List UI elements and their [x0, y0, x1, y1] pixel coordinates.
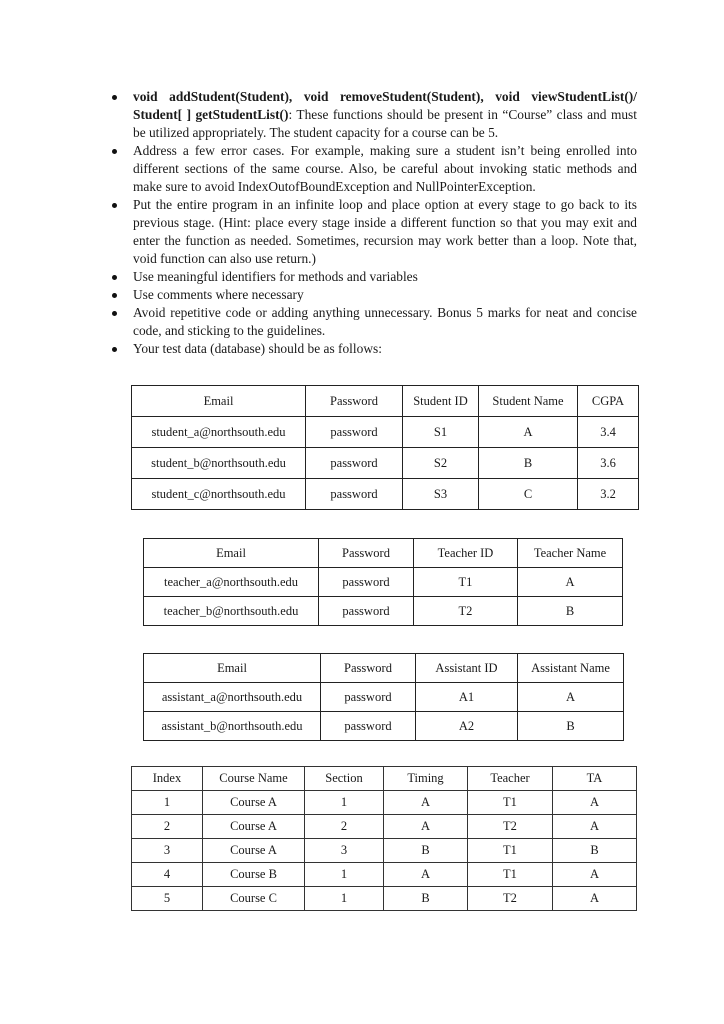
table-cell: assistant_a@northsouth.edu — [144, 683, 321, 712]
table-cell: 2 — [305, 815, 384, 839]
list-item — [106, 340, 637, 358]
table-row — [132, 887, 637, 911]
table-cell: 3 — [305, 839, 384, 863]
table-cell: Course A — [203, 791, 305, 815]
teachers-table — [143, 538, 623, 626]
table-cell: A — [479, 417, 578, 448]
table-cell: B — [384, 839, 468, 863]
table-cell: B — [553, 839, 637, 863]
list-item-text: Your test data (database) should be as follows: — [133, 341, 382, 356]
column-header: Password — [319, 539, 414, 568]
table-cell: Course A — [203, 815, 305, 839]
table-cell: T2 — [414, 597, 518, 626]
table-cell: T1 — [414, 568, 518, 597]
list-item-text: Avoid repetitive code or adding anything unnecessary. Bonus 5 marks for neat and concise code, and sticking to the guidelines. — [133, 305, 637, 338]
courses-table — [131, 766, 637, 911]
table-cell: A — [553, 815, 637, 839]
table-cell: Course B — [203, 863, 305, 887]
table-row — [132, 815, 637, 839]
table-row — [132, 479, 639, 510]
table-cell: A — [518, 568, 623, 597]
table-row — [132, 417, 639, 448]
table-cell: 4 — [132, 863, 203, 887]
table-cell: 3.2 — [578, 479, 639, 510]
table-cell: 3.6 — [578, 448, 639, 479]
column-header: Password — [306, 386, 403, 417]
table-cell: student_c@northsouth.edu — [132, 479, 306, 510]
list-item — [106, 268, 637, 286]
table-cell: T2 — [468, 815, 553, 839]
column-header: CGPA — [578, 386, 639, 417]
list-item-text: Use meaningful identifiers for methods and variables — [133, 269, 418, 284]
table-row — [132, 791, 637, 815]
table-cell: password — [306, 448, 403, 479]
assistants-table — [143, 653, 624, 741]
list-item — [106, 304, 637, 340]
table-cell: password — [321, 683, 416, 712]
column-header: Teacher ID — [414, 539, 518, 568]
table-cell: B — [518, 712, 624, 741]
table-cell: password — [306, 479, 403, 510]
table-cell: A1 — [416, 683, 518, 712]
table-row — [132, 863, 637, 887]
column-header: Teacher — [468, 767, 553, 791]
table-cell: teacher_a@northsouth.edu — [144, 568, 319, 597]
column-header: Student Name — [479, 386, 578, 417]
table-cell: 1 — [305, 863, 384, 887]
column-header: Timing — [384, 767, 468, 791]
table-row — [144, 597, 623, 626]
table-cell: assistant_b@northsouth.edu — [144, 712, 321, 741]
table-cell: S3 — [403, 479, 479, 510]
table-header-row — [144, 654, 624, 683]
table-row — [132, 448, 639, 479]
table-cell: A — [518, 683, 624, 712]
table-cell: 3.4 — [578, 417, 639, 448]
column-header: Index — [132, 767, 203, 791]
table-cell: student_a@northsouth.edu — [132, 417, 306, 448]
table-cell: A — [553, 887, 637, 911]
table-cell: A — [384, 791, 468, 815]
table-row — [132, 839, 637, 863]
table-header-row — [132, 767, 637, 791]
table-cell: B — [479, 448, 578, 479]
column-header: Password — [321, 654, 416, 683]
table-row — [144, 568, 623, 597]
table-cell: Course A — [203, 839, 305, 863]
list-item-text: Put the entire program in an infinite loop and place option at every stage to go back to its previous stage. (Hint: place every stage inside a different function so that you may exit and enter the function as needed. Sometimes, recursion may work better than a loop. Note that, void function can also use return.) — [133, 197, 637, 266]
method-signatures: void addStudent(Student), void removeStudent(Student), void viewStudentList()/ Student[ ] getStudentList() — [133, 89, 637, 122]
column-header: Teacher Name — [518, 539, 623, 568]
table-cell: teacher_b@northsouth.edu — [144, 597, 319, 626]
table-cell: C — [479, 479, 578, 510]
list-item — [106, 286, 637, 304]
table-cell: B — [518, 597, 623, 626]
table-header-row — [144, 539, 623, 568]
table-cell: student_b@northsouth.edu — [132, 448, 306, 479]
table-cell: 2 — [132, 815, 203, 839]
list-item-text: Address a few error cases. For example, making sure a student isn’t being enrolled into different sections of the same course. Also, be careful about invoking static methods and make sure to avoid IndexOutofBoundException and NullPointerException. — [133, 143, 637, 194]
table-cell: T1 — [468, 863, 553, 887]
column-header: TA — [553, 767, 637, 791]
table-cell: password — [319, 597, 414, 626]
column-header: Assistant ID — [416, 654, 518, 683]
table-cell: A2 — [416, 712, 518, 741]
table-cell: A — [553, 791, 637, 815]
table-cell: T1 — [468, 791, 553, 815]
table-cell: T2 — [468, 887, 553, 911]
requirements-list — [106, 88, 637, 358]
list-item — [106, 88, 637, 142]
column-header: Course Name — [203, 767, 305, 791]
students-table — [131, 385, 639, 510]
table-cell: A — [553, 863, 637, 887]
table-cell: A — [384, 863, 468, 887]
column-header: Section — [305, 767, 384, 791]
list-item-text: : These functions should be present in “Course” class and must be utilized appropriately. The student capacity for a course can be 5. — [133, 107, 637, 140]
table-cell: 5 — [132, 887, 203, 911]
table-cell: password — [319, 568, 414, 597]
table-cell: A — [384, 815, 468, 839]
table-cell: B — [384, 887, 468, 911]
table-cell: 1 — [132, 791, 203, 815]
table-cell: 1 — [305, 791, 384, 815]
column-header: Email — [144, 654, 321, 683]
column-header: Email — [132, 386, 306, 417]
table-cell: S1 — [403, 417, 479, 448]
table-cell: password — [321, 712, 416, 741]
table-row — [144, 683, 624, 712]
list-item-text: Use comments where necessary — [133, 287, 304, 302]
list-item — [106, 142, 637, 196]
table-cell: T1 — [468, 839, 553, 863]
column-header: Student ID — [403, 386, 479, 417]
table-cell: Course C — [203, 887, 305, 911]
table-cell: password — [306, 417, 403, 448]
table-cell: 3 — [132, 839, 203, 863]
column-header: Email — [144, 539, 319, 568]
table-cell: S2 — [403, 448, 479, 479]
table-cell: 1 — [305, 887, 384, 911]
column-header: Assistant Name — [518, 654, 624, 683]
list-item — [106, 196, 637, 268]
table-header-row — [132, 386, 639, 417]
table-row — [144, 712, 624, 741]
